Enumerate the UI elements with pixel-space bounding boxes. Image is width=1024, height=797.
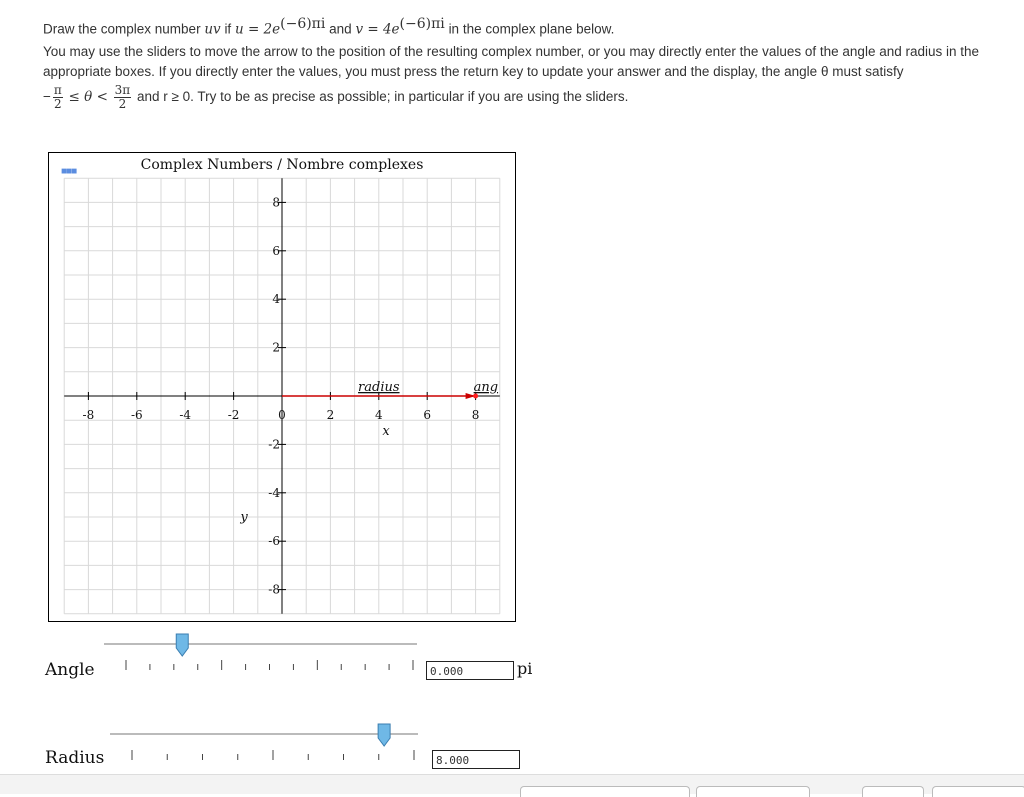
fraction-pi-over-2 [53, 84, 63, 111]
q-math-u: u = 2e [234, 21, 281, 38]
q-text: Draw the complex number [43, 21, 201, 37]
y-tick-label: -4 [268, 485, 280, 500]
complex-plane-svg[interactable] [49, 153, 515, 621]
graph-title: Complex Numbers / Nombre complexes [140, 157, 424, 173]
y-axis-label: y [240, 510, 248, 525]
y-tick-label: -2 [268, 437, 280, 452]
fraction-3pi-over-2 [114, 84, 132, 111]
slider-thumb [378, 724, 390, 746]
x-axis-label: x [382, 424, 390, 439]
bottom-button[interactable] [520, 786, 690, 797]
x-tick-label: -2 [227, 408, 240, 422]
frac-den: 2 [118, 97, 127, 111]
frac-den: 2 [54, 97, 62, 111]
q-math-exp-v: (−6)πi [399, 16, 445, 32]
question-line-2: You may use the sliders to move the arrow to the position of the resulting complex number, or you may directly enter the values of the angle and radius in the appropriate boxes. If you directly enter the values, you must press the return key to update your answer and the display, the angle θ must satisfy [43, 44, 980, 79]
radius-input[interactable]: 8.000 [432, 750, 520, 769]
y-tick-label: 4 [272, 292, 280, 307]
bottom-toolbar [0, 774, 1024, 794]
graph-menu-icon[interactable]: ■■■ [61, 166, 77, 177]
q-math-uv: uv [204, 21, 221, 38]
x-tick-label: 8 [471, 408, 480, 422]
angle-slider[interactable] [98, 630, 423, 672]
complex-plane-graph[interactable] [48, 152, 516, 622]
q-math-v: v = 4e [355, 21, 400, 38]
x-tick-label: -8 [82, 408, 95, 422]
angle-unit-label: pi [517, 659, 533, 678]
slider-thumb [176, 634, 188, 656]
y-tick-label: -8 [268, 582, 280, 597]
angle-input[interactable]: 0.000 [426, 661, 514, 680]
q-text: Try to be as precise as possible; in particular if you are using the sliders. [197, 89, 629, 105]
y-tick-label: 2 [272, 340, 280, 355]
x-tick-label: 4 [374, 408, 383, 422]
q-math-cond: and r ≥ 0. [136, 89, 194, 105]
angle-label: Angle [45, 660, 95, 680]
x-tick-label: 0 [278, 408, 286, 422]
q-text: if [224, 21, 232, 37]
q-text: in the complex plane below. [448, 21, 615, 37]
x-tick-label: -4 [179, 408, 192, 422]
q-math-ineq: ≤ θ < [68, 89, 108, 106]
radius-slider[interactable] [104, 720, 424, 762]
frac-num: π [53, 83, 62, 97]
bottom-button[interactable] [932, 786, 1024, 797]
bottom-button[interactable] [696, 786, 810, 797]
y-tick-label: 6 [272, 243, 280, 258]
radius-label: Radius [45, 748, 105, 768]
x-tick-label: -6 [130, 408, 143, 422]
q-math-exp-u: (−6)πi [280, 16, 326, 32]
x-tick-label: 6 [423, 408, 432, 422]
q-text: and [329, 21, 352, 37]
frac-num: 3π [114, 83, 131, 97]
question-line-3: − $\frac{\pi}{2}$ ≤ θ < $\frac{3\pi}{2}$ and r ≥ 0. Try to be as precise as possible; in particular if you are using the sliders. [43, 83, 629, 111]
y-tick-label: 8 [272, 195, 280, 210]
y-tick-label: -6 [268, 534, 280, 549]
x-tick-label: 2 [326, 408, 335, 422]
bottom-button[interactable] [862, 786, 924, 797]
question-line-1 [43, 14, 614, 40]
arrow-radius-label: radius [358, 380, 400, 395]
arrow-angle-label: ang [473, 380, 499, 395]
